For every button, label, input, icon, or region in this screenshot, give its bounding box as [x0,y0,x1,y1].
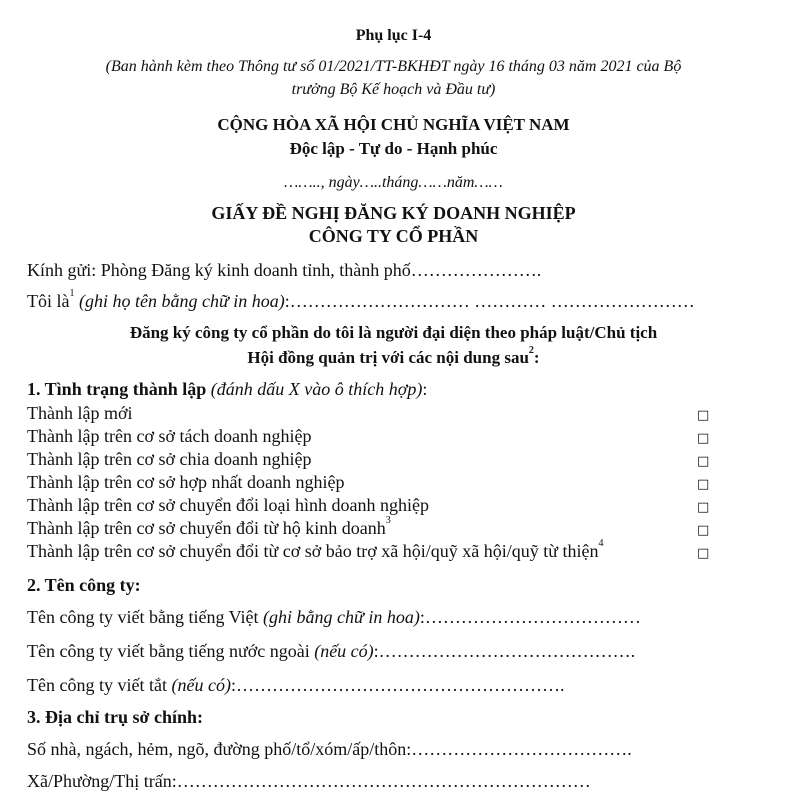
option-social-fund [27,538,604,561]
footnote-1: 1 [69,288,75,299]
option-household [27,515,391,538]
checkbox-new[interactable]: □ [697,408,710,423]
section1-title: 1. Tình trạng thành lập [27,379,207,399]
section1-heading [27,380,427,398]
section1-hint: (đánh dấu X vào ô thích hợp) [206,379,423,399]
short-name-field [27,676,564,694]
appendix-title: Phụ lục I-4 [355,27,432,44]
footnote-3: 3 [385,515,391,526]
option-consolidation: Thành lập trên cơ sở hợp nhất doanh nghiệp [27,472,345,492]
checkbox-split[interactable]: □ [697,431,710,446]
country-name: CỘNG HÒA XÃ HỘI CHỦ NGHĨA VIỆT NAM [217,115,570,134]
option-split: Thành lập trên cơ sở tách doanh nghiệp [27,426,312,446]
form-subtitle: CÔNG TY CỔ PHẦN [308,226,479,246]
foreign-name-hint: (nếu có) [309,641,374,661]
option-household-label: Thành lập trên cơ sở chuyển đổi từ hộ kinh doanh [27,518,386,538]
foreign-name-label: Tên công ty viết bằng tiếng nước ngoài [27,641,310,661]
statement-line1: Đăng ký công ty cổ phần do tôi là người đại diện theo pháp luật/Chủ tịch [129,323,658,342]
option-division: Thành lập trên cơ sở chia doanh nghiệp [27,449,312,469]
checkbox-division[interactable]: □ [697,454,710,469]
street-field[interactable]: Số nhà, ngách, hẻm, ngõ, đường phố/tổ/xóm/ấp/thôn:………………………………. [27,739,632,759]
date-line: …….., ngày…..tháng……năm…… [284,174,503,191]
vn-name-fill[interactable]: :……………………………… [419,607,641,627]
ward-field[interactable]: Xã/Phường/Thị trấn:…………………………………………………………… [27,771,591,791]
checkbox-social-fund[interactable]: □ [697,546,710,561]
statement-text: Hội đồng quản trị với các nội dung sau [247,348,529,367]
vn-name-hint: (ghi bằng chữ in hoa) [258,607,420,627]
national-motto: Độc lập - Tự do - Hạnh phúc [289,139,498,158]
option-social-fund-label: Thành lập trên cơ sở chuyển đổi từ cơ sở bảo trợ xã hội/quỹ xã hội/quỹ từ thiện [27,541,599,561]
declarant-fill: :………………………… ………… …………………… [284,291,695,311]
form-title: GIẤY ĐỀ NGHỊ ĐĂNG KÝ DOANH NGHIỆP [211,203,576,223]
short-name-hint: (nếu có) [166,675,231,695]
vn-name-field [27,608,641,626]
statement-line2 [0,345,787,367]
checkbox-conversion-type[interactable]: □ [697,500,710,515]
section2-heading: 2. Tên công ty: [27,575,141,595]
issuance-note-line2: trưởng Bộ Kế hoạch và Đầu tư) [291,81,496,98]
section1-colon: : [422,379,428,399]
declarant-line [27,288,695,311]
option-conversion-type: Thành lập trên cơ sở chuyển đổi loại hình doanh nghiệp [27,495,429,515]
option-new: Thành lập mới [27,403,133,423]
declarant-prefix: Tôi là [27,291,70,311]
declarant-hint: (ghi họ tên bằng chữ in hoa) [74,291,285,311]
issuance-note-line1: (Ban hành kèm theo Thông tư số 01/2021/TT-BKHĐT ngày 16 tháng 03 năm 2021 của Bộ [105,58,682,75]
footnote-4: 4 [598,538,604,549]
statement-colon: : [533,348,540,367]
checkbox-consolidation[interactable]: □ [697,477,710,492]
section3-heading: 3. Địa chỉ trụ sở chính: [27,707,203,727]
checkbox-household[interactable]: □ [697,523,710,538]
vn-name-label: Tên công ty viết bằng tiếng Việt [27,607,259,627]
short-name-fill[interactable]: :………………………………………………. [230,675,565,695]
foreign-name-fill[interactable]: :……………………………………. [373,641,636,661]
addressee-line: Kính gửi: Phòng Đăng ký kinh doanh tỉnh, thành phố…………………. [27,260,542,280]
short-name-label: Tên công ty viết tắt [27,675,167,695]
footnote-2: 2 [528,345,534,356]
foreign-name-field [27,642,635,660]
